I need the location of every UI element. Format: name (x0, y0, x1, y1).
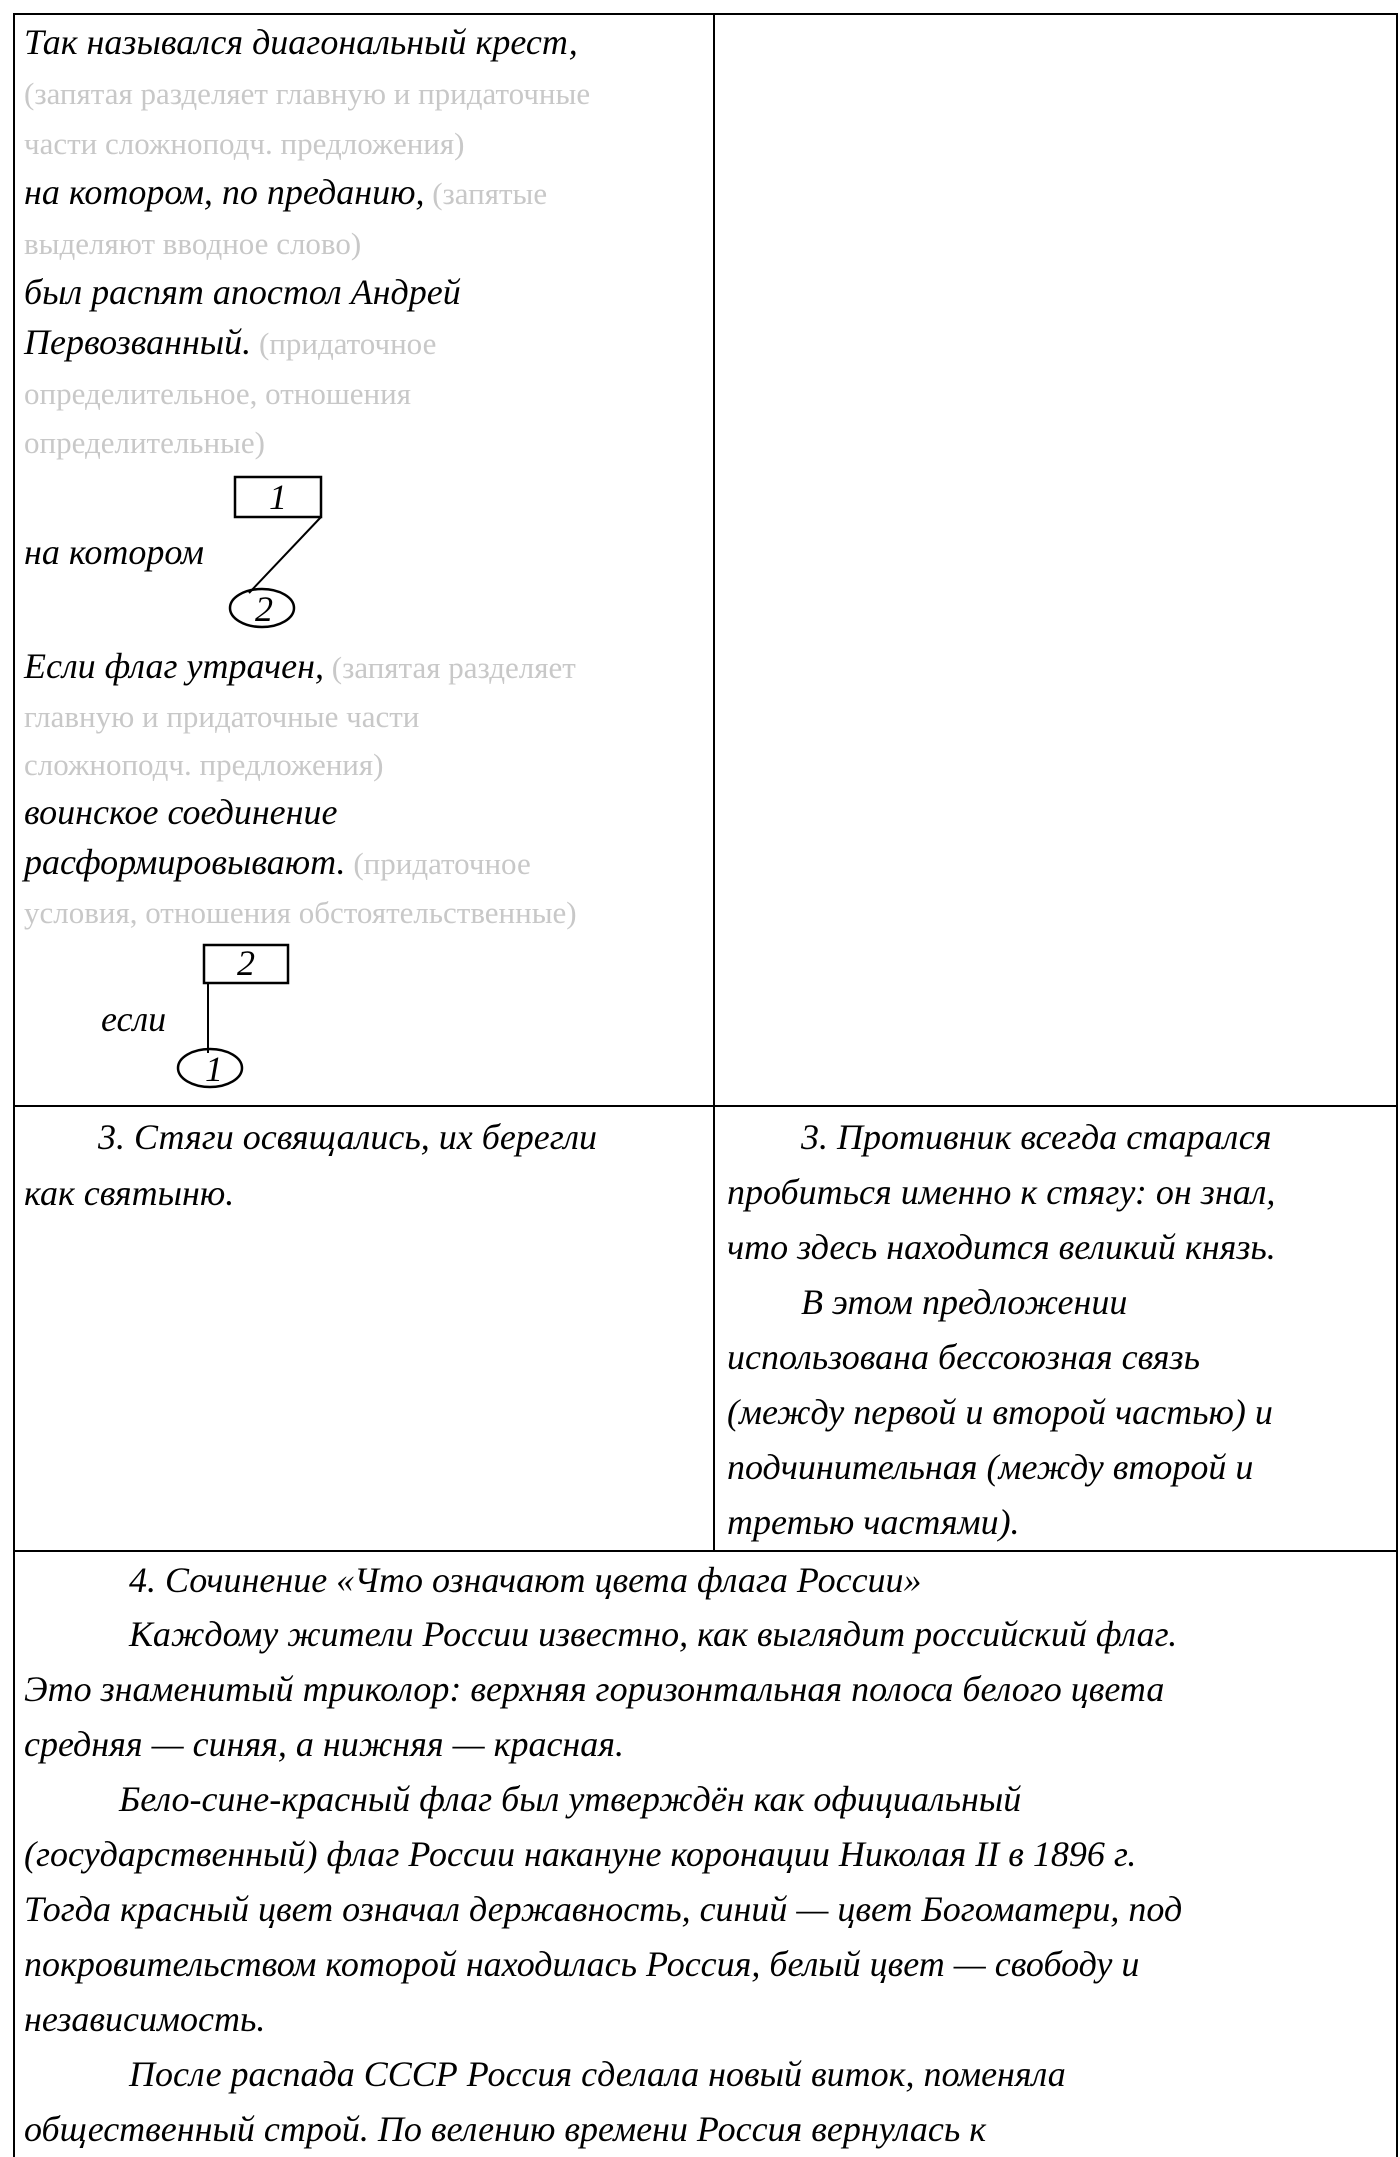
text-line: условия, отношения обстоятельственные) (24, 895, 577, 930)
text-line: (государственный) флаг России накануне коронации Николая II в 1896 г. (24, 1834, 1137, 1874)
analysis-table (13, 13, 1398, 2157)
text-line: подчинительная (между второй и (727, 1447, 1254, 1487)
scheme-conjunction: на котором (24, 532, 204, 572)
text-line: сложноподч. предложения) (24, 747, 384, 782)
scheme-box-number: 2 (237, 943, 255, 983)
row-divider-2 (15, 1550, 1396, 1552)
text-line: Это знаменитый триколор: верхняя горизонтальная полоса белого цвета (24, 1669, 1165, 1709)
text-line: покровительством которой находилась Россия, белый цвет — свободу и (24, 1944, 1140, 1984)
text-line: как святыню. (24, 1173, 235, 1213)
essay-heading: 4. Сочинение «Что означают цвета флага России» (129, 1560, 922, 1600)
text-line: Если флаг утрачен, (запятая разделяет (24, 646, 576, 686)
text-line: После распада СССР Россия сделала новый виток, поменяла (129, 2054, 1066, 2094)
text-line: общественный строй. По велению времени Россия вернулась к (24, 2109, 987, 2149)
scheme-circle-number: 2 (255, 589, 273, 629)
scheme-circle-number: 1 (205, 1049, 223, 1089)
text-line: средняя — синяя, а нижняя — красная. (24, 1724, 625, 1764)
text-line: 3. Противник всегда старался (801, 1117, 1272, 1157)
text-line: Тогда красный цвет означал державность, синий — цвет Богоматери, под (24, 1889, 1183, 1929)
text-line: выделяют вводное слово) (24, 226, 362, 261)
text-line: части сложноподч. предложения) (24, 126, 465, 161)
text-line: 3. Стяги освящались, их берегли (98, 1117, 598, 1157)
text-line: Бело-сине-красный флаг был утверждён как официальный (119, 1779, 1022, 1819)
text-line: расформировывают. (придаточное (24, 842, 531, 882)
text-line: (между первой и второй частью) и (727, 1392, 1273, 1432)
text-line: пробиться именно к стягу: он знал, (727, 1172, 1276, 1212)
text-line: на котором, по преданию, (запятые (24, 172, 548, 212)
text-line: Каждому жители России известно, как выглядит российский флаг. (129, 1614, 1178, 1654)
text-line: третью частями). (727, 1502, 1020, 1542)
text-line: воинское соединение (24, 792, 338, 832)
scheme-1-drawing (24, 465, 344, 641)
text-line: главную и придаточные части (24, 699, 420, 734)
text-line: что здесь находится великий князь. (727, 1227, 1276, 1267)
text-line: Первозванный. (придаточное (24, 322, 437, 362)
scheme-box-number: 1 (269, 477, 287, 517)
row2-left-cell (24, 1109, 704, 1221)
text-line: В этом предложении (801, 1282, 1128, 1322)
row2-right-cell (727, 1109, 1391, 1549)
scheme-1 (24, 465, 709, 641)
text-line: (запятая разделяет главную и придаточные (24, 76, 591, 111)
row-divider-1 (15, 1105, 1396, 1107)
text-line: использована бессоюзная связь (727, 1337, 1200, 1377)
text-line: определительное, отношения (24, 376, 411, 411)
text-line: определительные) (24, 425, 265, 460)
scheme-2-drawing (24, 935, 344, 1095)
text-line: независимость. (24, 1999, 266, 2039)
scheme-conjunction: если (101, 999, 167, 1039)
row3-essay-cell (24, 1553, 1394, 2157)
row1-left-cell (24, 17, 709, 1095)
column-divider (713, 15, 715, 1550)
scheme-link-line (249, 517, 321, 593)
text-line: Так назывался диагональный крест, (24, 22, 578, 62)
scheme-2 (24, 935, 709, 1095)
text-line: был распят апостол Андрей (24, 272, 461, 312)
